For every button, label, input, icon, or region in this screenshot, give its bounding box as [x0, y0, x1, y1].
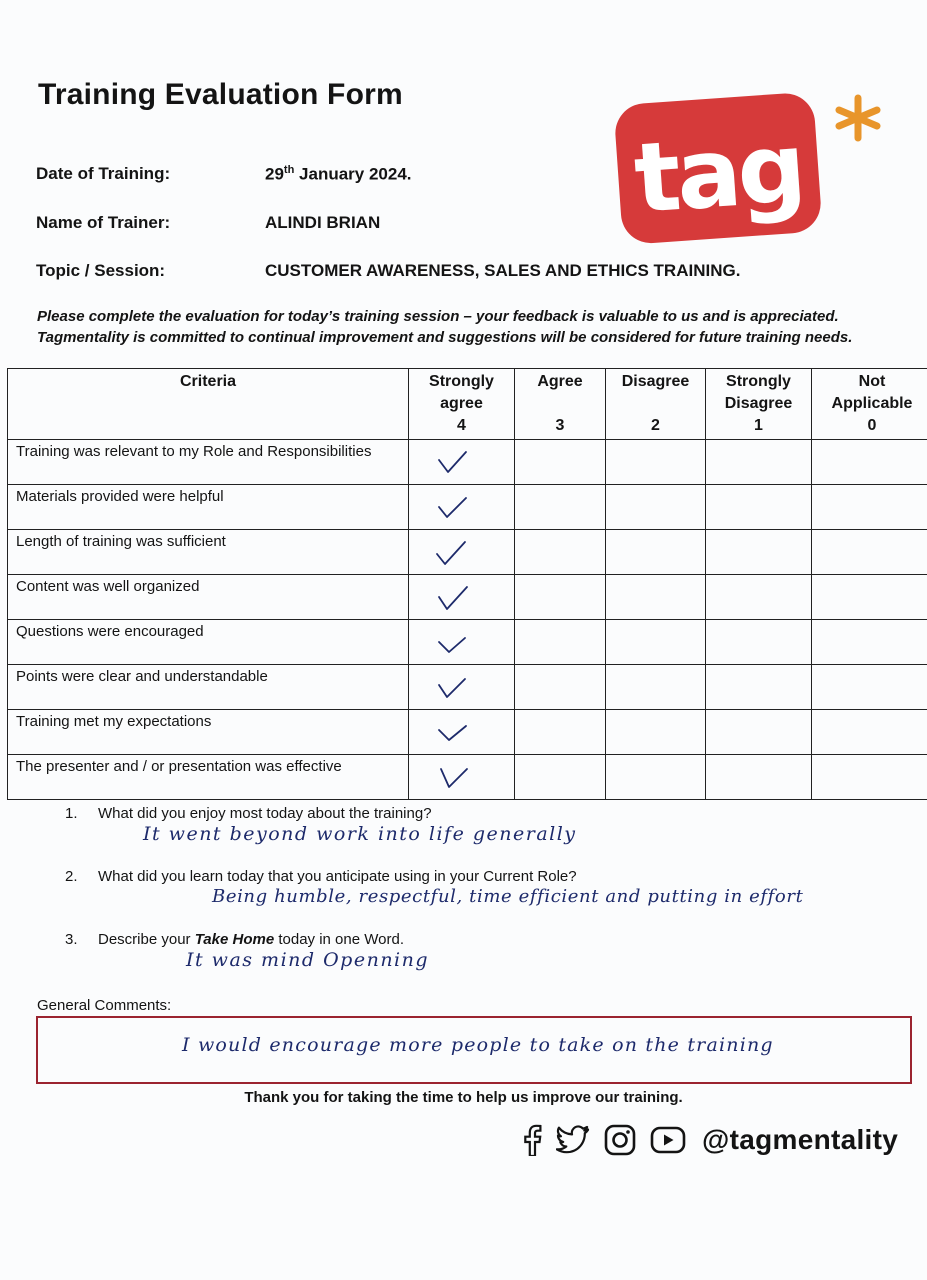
rating-cell-2[interactable]	[606, 485, 706, 530]
instagram-icon[interactable]	[604, 1124, 636, 1156]
evaluation-table	[7, 368, 927, 800]
intro-line-2: Tagmentality is committed to continual improvement and suggestions will be considered for future training needs.	[37, 329, 853, 346]
general-comments-box	[36, 1016, 912, 1084]
rating-cell-0[interactable]	[812, 620, 927, 665]
rating-cell-2[interactable]	[606, 440, 706, 485]
table-row	[8, 575, 927, 620]
checkmark-icon	[435, 585, 469, 613]
logo-star-icon	[839, 98, 877, 138]
rating-cell-4[interactable]	[409, 440, 515, 485]
rating-cell-4[interactable]	[409, 710, 515, 755]
table-row	[8, 620, 927, 665]
criterion-cell: Length of training was sufficient	[8, 530, 409, 575]
table-row	[8, 755, 927, 800]
rating-cell-3[interactable]	[515, 440, 606, 485]
answer-1: It went beyond work into life generally	[143, 823, 577, 845]
intro-line-1: Please complete the evaluation for today’s training session – your feedback is valuable to us and is appreciated.	[37, 308, 839, 325]
rating-cell-3[interactable]	[515, 710, 606, 755]
rating-cell-3[interactable]	[515, 620, 606, 665]
rating-cell-2[interactable]	[606, 575, 706, 620]
rating-cell-3[interactable]	[515, 665, 606, 710]
youtube-icon[interactable]	[650, 1126, 686, 1154]
col-disagree: Disagree 2	[606, 369, 706, 440]
form-title: Training Evaluation Form	[38, 78, 403, 111]
facebook-icon[interactable]	[522, 1124, 542, 1156]
col-not-applicable: Not Applicable 0	[812, 369, 927, 440]
question-2: 2. What did you learn today that you anticipate using in your Current Role?	[65, 868, 577, 885]
criterion-cell: Training was relevant to my Role and Responsibilities	[8, 440, 409, 485]
criterion-cell: Materials provided were helpful	[8, 485, 409, 530]
rating-cell-0[interactable]	[812, 575, 927, 620]
rating-cell-3[interactable]	[515, 575, 606, 620]
question-1: 1. What did you enjoy most today about the training?	[65, 805, 432, 822]
checkmark-icon	[435, 675, 469, 703]
criteria-header: Criteria	[8, 369, 409, 440]
trainer-value: ALINDI BRIAN	[265, 213, 381, 232]
criterion-cell: Points were clear and understandable	[8, 665, 409, 710]
rating-cell-3[interactable]	[515, 485, 606, 530]
rating-cell-1[interactable]	[706, 755, 812, 800]
table-row	[8, 530, 927, 575]
rating-cell-1[interactable]	[706, 665, 812, 710]
rating-cell-1[interactable]	[706, 440, 812, 485]
criterion-cell: Training met my expectations	[8, 710, 409, 755]
rating-cell-1[interactable]	[706, 575, 812, 620]
rating-cell-1[interactable]	[706, 710, 812, 755]
checkmark-icon	[435, 720, 469, 748]
table-row	[8, 665, 927, 710]
trainer-label: Name of Trainer:	[36, 213, 171, 232]
rating-cell-1[interactable]	[706, 485, 812, 530]
table-row	[8, 485, 927, 530]
rating-cell-0[interactable]	[812, 530, 927, 575]
table-row	[8, 440, 927, 485]
rating-cell-3[interactable]	[515, 530, 606, 575]
checkmark-icon	[435, 630, 469, 658]
topic-value: CUSTOMER AWARENESS, SALES AND ETHICS TRAINING.	[265, 261, 741, 280]
intro-text	[37, 306, 917, 348]
rating-cell-2[interactable]	[606, 620, 706, 665]
col-strongly-disagree: Strongly Disagree 1	[706, 369, 812, 440]
rating-cell-4[interactable]	[409, 665, 515, 710]
date-label: Date of Training:	[36, 164, 171, 183]
checkmark-icon	[435, 540, 469, 568]
rating-cell-4[interactable]	[409, 620, 515, 665]
rating-cell-1[interactable]	[706, 620, 812, 665]
rating-cell-4[interactable]	[409, 755, 515, 800]
rating-cell-2[interactable]	[606, 530, 706, 575]
criterion-cell: The presenter and / or presentation was effective	[8, 755, 409, 800]
criterion-cell: Questions were encouraged	[8, 620, 409, 665]
col-agree: Agree 3	[515, 369, 606, 440]
answer-2: Being humble, respectful, time efficient and putting in effort	[212, 886, 804, 907]
rating-cell-1[interactable]	[706, 530, 812, 575]
logo-text: tag	[630, 111, 806, 235]
topic-label: Topic / Session:	[36, 261, 166, 280]
answer-3: It was mind Openning	[186, 949, 430, 971]
rating-cell-0[interactable]	[812, 485, 927, 530]
rating-cell-0[interactable]	[812, 665, 927, 710]
general-comments-label: General Comments:	[37, 997, 172, 1014]
col-strongly-agree: Strongly agree 4	[409, 369, 515, 440]
tag-logo	[612, 88, 894, 248]
checkmark-icon	[435, 450, 469, 478]
rating-cell-2[interactable]	[606, 755, 706, 800]
criterion-cell: Content was well organized	[8, 575, 409, 620]
twitter-icon[interactable]	[556, 1125, 590, 1155]
checkmark-icon	[435, 765, 469, 793]
rating-cell-0[interactable]	[812, 440, 927, 485]
rating-cell-3[interactable]	[515, 755, 606, 800]
rating-cell-0[interactable]	[812, 710, 927, 755]
thank-you-text: Thank you for taking the time to help us improve our training.	[244, 1089, 683, 1106]
social-handle[interactable]: @tagmentality	[702, 1124, 899, 1155]
rating-cell-4[interactable]	[409, 485, 515, 530]
rating-cell-4[interactable]	[409, 575, 515, 620]
general-comments-answer: I would encourage more people to take on the training	[182, 1034, 774, 1056]
rating-cell-0[interactable]	[812, 755, 927, 800]
checkmark-icon	[435, 495, 469, 523]
question-3: 3. Describe your Take Home today in one Word.	[65, 931, 404, 948]
rating-cell-2[interactable]	[606, 665, 706, 710]
table-header-row	[8, 369, 927, 440]
rating-cell-2[interactable]	[606, 710, 706, 755]
rating-cell-4[interactable]	[409, 530, 515, 575]
social-bar	[522, 1124, 898, 1156]
date-value: 29th January 2024.	[265, 164, 412, 184]
table-row	[8, 710, 927, 755]
